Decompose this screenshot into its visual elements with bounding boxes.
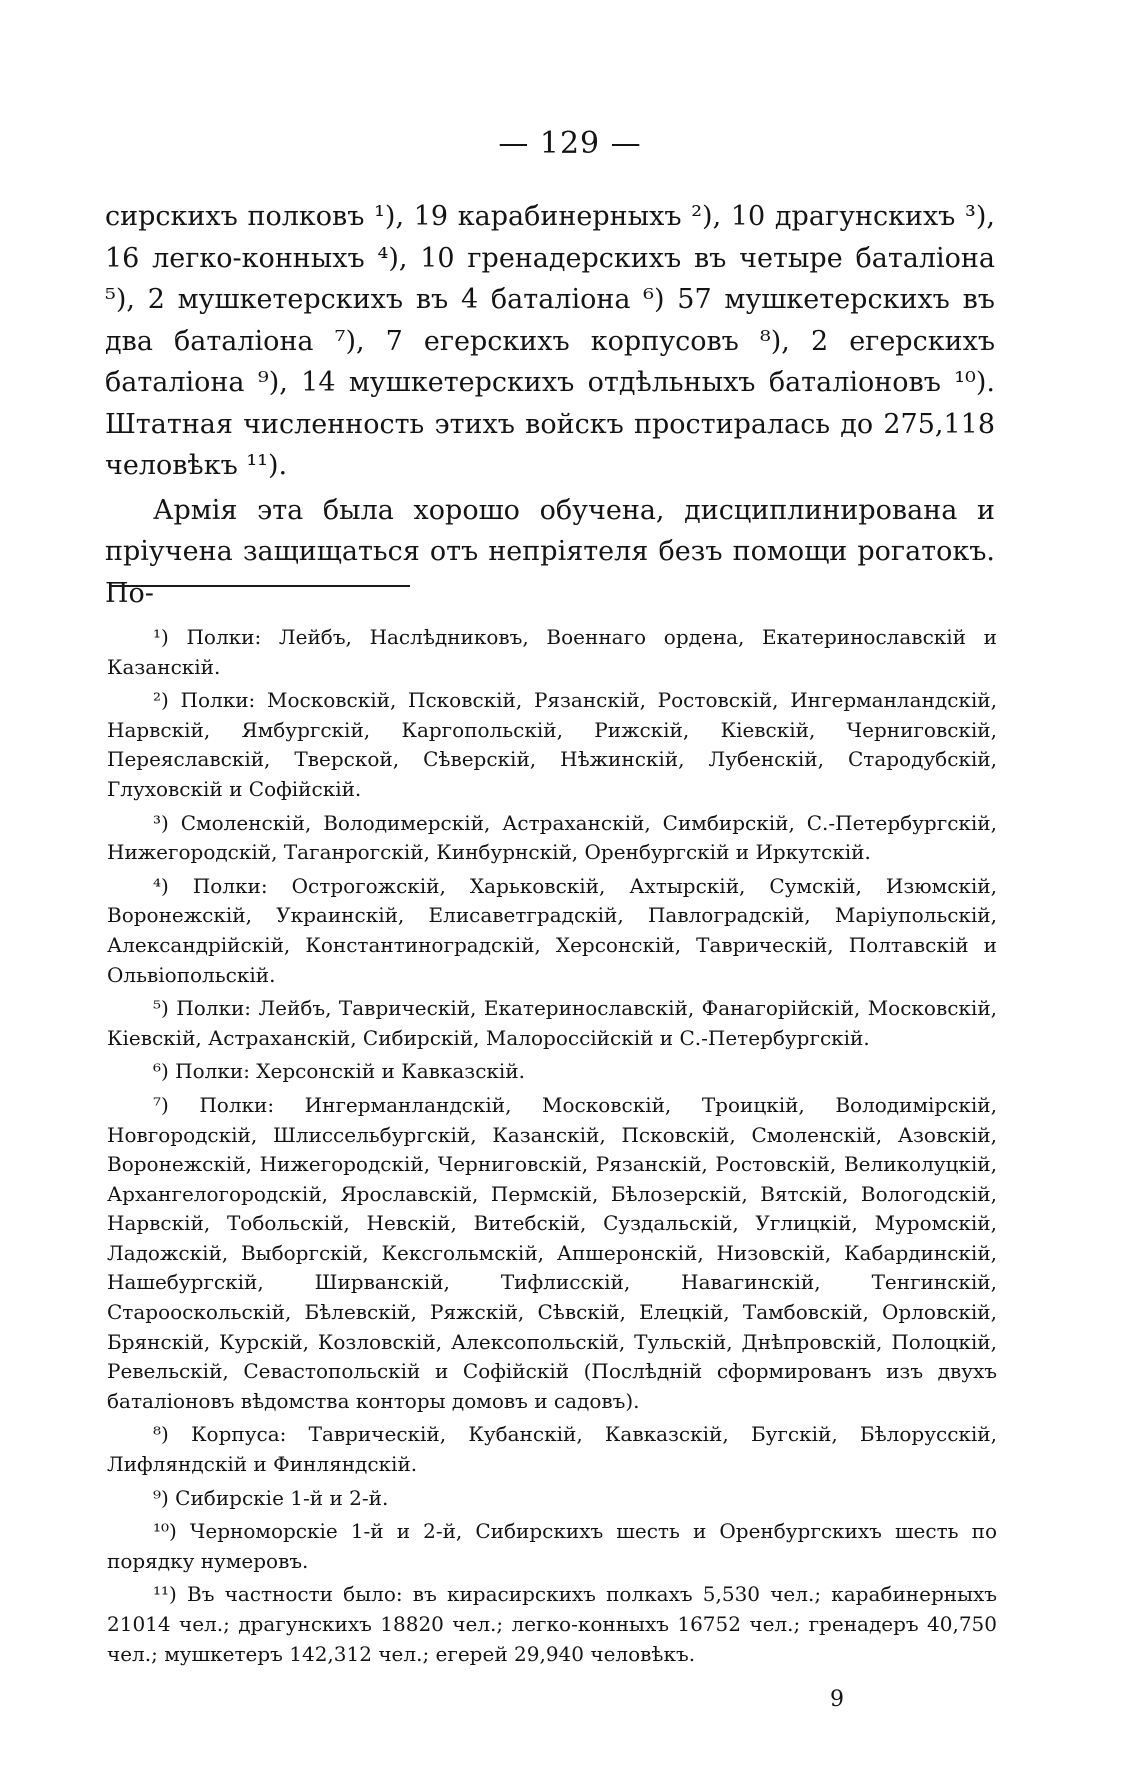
signature-mark: 9 <box>830 1687 844 1712</box>
footnote-8: ⁸) Корпуса: Таврическій, Кубанскій, Кавказскій, Бугскій, Бѣлорусскій, Лифляндскій и Финляндскій. <box>107 1422 997 1477</box>
footnote-11: ¹¹) Въ частности было: въ кирасирскихъ полкахъ 5,530 чел.; карабинерныхъ 21014 чел.; драгунскихъ 18820 чел.; легко-конныхъ 16752 чел.; гренадеръ 40,750 чел.; мушкетеръ 142,312 чел.; егерей 29,940 человѣкъ. <box>107 1582 997 1666</box>
footnote-2: ²) Полки: Московскій, Псковскій, Рязанскій, Ростовскій, Ингерманландскій, Нарвскій, Ямбургскій, Каргопольскій, Рижскій, Кіевскій, Черниговскій, Переяславскій, Тверской, Сѣверскій, Нѣжинскій, Лубенскій, Стародубскій, Глуховскій и Софійскій. <box>107 688 997 801</box>
footnotes <box>107 623 997 1673</box>
footnote-10: ¹⁰) Черноморскіе 1-й и 2-й, Сибирскихъ шесть и Оренбургскихъ шесть по порядку нумеровъ. <box>107 1519 997 1573</box>
body-paragraph-2: Армія эта была хорошо обучена, дисциплинирована и пріучена защищаться отъ непріятеля безъ помощи рогатокъ. По- <box>105 494 995 609</box>
body-paragraph-1: сирскихъ полковъ ¹), 19 карабинерныхъ ²), 10 драгунскихъ ³), 16 легко-конныхъ ⁴), 10 гренадерскихъ въ четыре баталіона ⁵), 2 мушкетерскихъ въ 4 баталіона ⁶) 57 мушкетерскихъ въ два баталіона ⁷), 7 егерскихъ корпусовъ ⁸), 2 егерскихъ баталіона ⁹), 14 мушкетерскихъ отдѣльныхъ баталіоновъ ¹⁰). Штатная численность этихъ войскъ простиралась до 275,118 человѣкъ ¹¹). <box>105 201 995 481</box>
footnote-5: ⁵) Полки: Лейбъ, Таврическій, Екатеринославскій, Фанагорійскій, Московскій, Кіевскій, Астраханскій, Сибирскій, Малороссійскій и С.-Петербургскій. <box>107 996 997 1050</box>
footnote-4: ⁴) Полки: Острогожскій, Харьковскій, Ахтырскій, Сумскій, Изюмскій, Воронежскій, Украинскій, Елисаветградскій, Павлоградскій, Маріупольскій, Александрійскій, Константиноградскій, Херсонскій, Таврическій, Полтавскій и Ольвіопольскій. <box>107 873 997 987</box>
main-text <box>105 196 995 614</box>
footnote-7: ⁷) Полки: Ингерманландскій, Московскій, Троицкій, Володимірскій, Новгородскій, Шлиссельбургскій, Казанскій, Псковскій, Смоленскій, Азовскій, Воронежскій, Нижегородскій, Черниговскій, Рязанскій, Ростовскій, Великолуцкій, Архангелогородскій, Ярославскій, Пермскій, Бѣлозерскій, Вятскій, Вологодскій, Нарвскій, Тобольскій, Невскій, Витебскій, Суздальскій, Углицкій, Муромскій, Ладожскій, Выборгскій, Кексгольмскій, Апшеронскій, Низовскій, Кабардинскій, Нашебургскій, Ширванскій, Тифлисскій, Навагинскій, Тенгинскій, Старооскольскій, Бѣлевскій, Ряжскій, Сѣвскій, Елецкій, Тамбовскій, Орловскій, Брянскій, Курскій, Козловскій, Алексопольскій, Тульскій, Днѣпровскій, Полоцкій, Ревельскій, Севастопольскій и Софійскій (Послѣдній сформированъ изъ двухъ баталіоновъ вѣдомства конторы домовъ и садовъ). <box>107 1092 997 1413</box>
footnote-6: ⁶) Полки: Херсонскій и Кавказскій. <box>153 1059 525 1084</box>
footnote-1: ¹) Полки: Лейбъ, Наслѣдниковъ, Военнаго ордена, Екатеринославскій и Казанскій. <box>107 625 997 679</box>
footnote-9: ⁹) Сибирскіе 1-й и 2-й. <box>153 1485 389 1510</box>
footnote-3: ³) Смоленскій, Володимерскій, Астраханскій, Симбирскій, С.-Петербургскій, Нижегородскій, Таганрогскій, Кинбурнскій, Оренбургскій и Иркутскій. <box>107 810 997 865</box>
page-number: — 129 — <box>498 126 642 161</box>
footnote-separator <box>110 585 410 587</box>
